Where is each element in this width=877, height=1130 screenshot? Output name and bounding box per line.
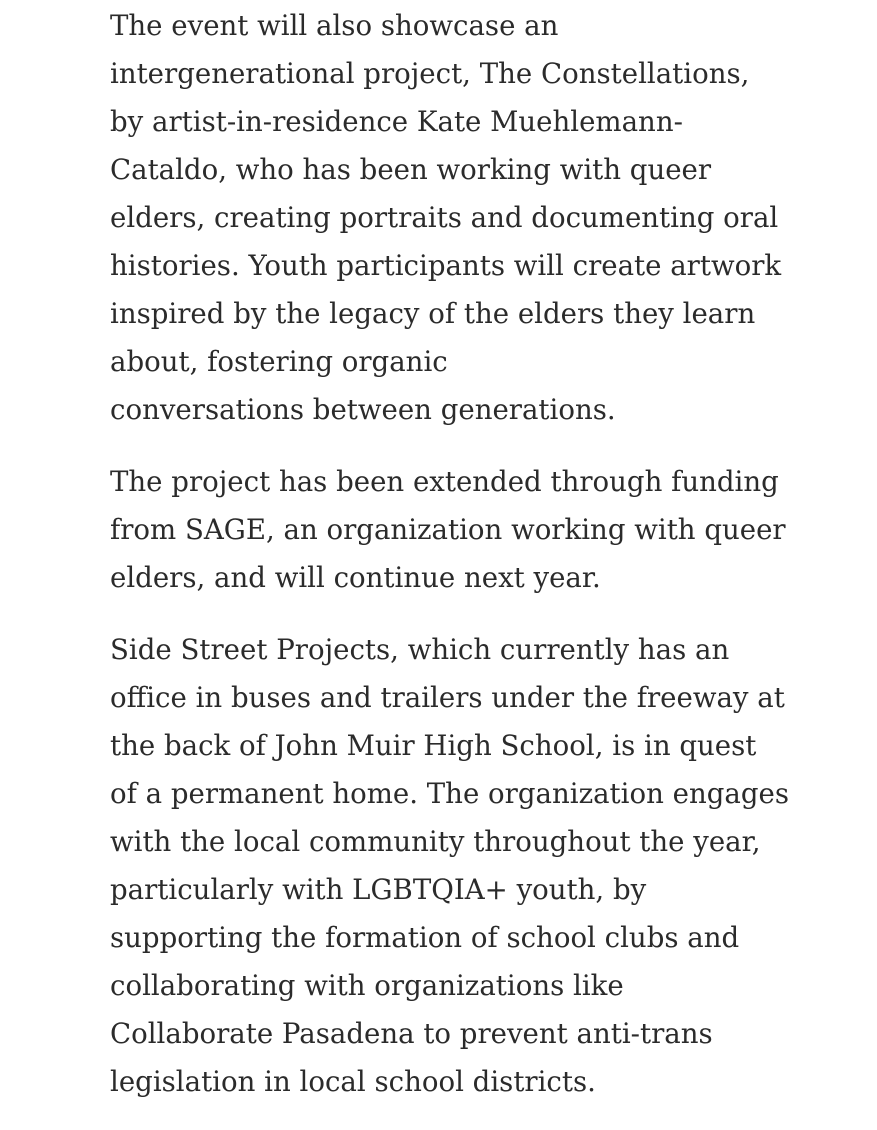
paragraph-constellations (110, 2, 810, 434)
text-line: Collaborate Pasadena to prevent anti-trans (110, 1017, 713, 1050)
text-line: histories. Youth participants will create artwork (110, 249, 782, 282)
text-line: inspired by the legacy of the elders they learn (110, 297, 756, 330)
text-line: of a permanent home. The organization engages (110, 777, 789, 810)
text-line: collaborating with organizations like (110, 969, 624, 1002)
text-line: with the local community throughout the year, (110, 825, 761, 858)
text-line: conversations between generations. (110, 393, 616, 426)
text-line: Cataldo, who has been working with queer (110, 153, 712, 186)
paragraph-side-street-projects (110, 626, 810, 1106)
text-line: by artist-in-residence Kate Muehlemann- (110, 105, 683, 138)
text-line: intergenerational project, The Constellations, (110, 57, 750, 90)
article-body (110, 2, 810, 1130)
text-line: The event will also showcase an (110, 9, 559, 42)
paragraph-sage-funding (110, 458, 810, 602)
text-line: elders, and will continue next year. (110, 561, 601, 594)
text-line: the back of John Muir High School, is in quest (110, 729, 757, 762)
text-line: The project has been extended through funding (110, 465, 779, 498)
text-line: about, fostering organic (110, 345, 448, 378)
text-line: from SAGE, an organization working with queer (110, 513, 786, 546)
text-line: Side Street Projects, which currently has an (110, 633, 730, 666)
text-line: elders, creating portraits and documenting oral (110, 201, 779, 234)
text-line: particularly with LGBTQIA+ youth, by (110, 873, 647, 906)
text-line: legislation in local school districts. (110, 1065, 596, 1098)
text-line: supporting the formation of school clubs and (110, 921, 740, 954)
text-line: office in buses and trailers under the freeway at (110, 681, 785, 714)
